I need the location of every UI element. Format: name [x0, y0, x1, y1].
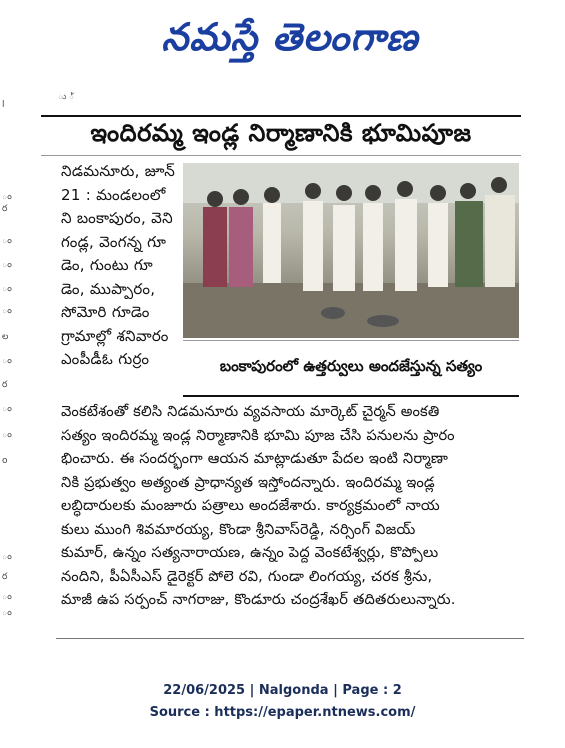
article-line: 21 : మండలంలో [61, 185, 166, 204]
article-line: సత్యం ఇందిరమ్మ ఇండ్ల నిర్మాణానికి భూమి పూజ చేసి పనులను ప్రారం [61, 426, 455, 444]
article-bottom-rule [56, 638, 524, 639]
photo-caption: బంకాపురంలో ఉత్తర్వులు అందజేస్తున్న సత్యం [219, 357, 483, 375]
article-line: ఎంపీడీఓ గుర్రం [61, 350, 150, 368]
article-line: నందిని, పీఏసీఎస్ డైరెక్టర్ పోలె రవి, గుండా లింగయ్య, చరక శ్రీను, [61, 567, 433, 585]
margin-glyph: ం [2, 284, 12, 294]
article-narrow-column [61, 160, 181, 372]
article-line: గ్రామాల్లో శనివారం [61, 326, 169, 345]
margin-glyph: ం [2, 404, 12, 414]
margin-glyph: ం [2, 260, 12, 270]
margin-glyph: ం [2, 192, 12, 202]
masthead-title: నమస్తే తెలంగాణ [161, 14, 419, 59]
article-body [61, 400, 521, 612]
margin-glyph: ం [2, 430, 12, 440]
page-footer [0, 680, 565, 724]
article-line: కుమార్, ఉన్నం సత్యనారాయణ, ఉన్నం పెద్ద వెంకటేశ్వర్లు, కొప్పోలు [61, 544, 439, 561]
margin-glyph: ం [2, 592, 12, 602]
margin-glyph: ం [2, 552, 12, 562]
footer-date-edition: 22/06/2025 | Nalgonda | Page : 2 [163, 683, 402, 698]
newspaper-masthead [70, 6, 510, 68]
margin-glyph: ం [2, 306, 12, 316]
margin-glyph: ల [2, 332, 9, 342]
article-line: డెం, ముప్పారం, [61, 279, 156, 298]
margin-glyph: l [2, 100, 5, 110]
margin-glyph: ం [2, 236, 12, 246]
photo-caption-bar [183, 340, 519, 397]
article-line: సోమోరి గూడెం [61, 303, 150, 321]
article-line: నిడమనూరు, జూన్ [61, 162, 176, 180]
headline-box [41, 115, 521, 156]
article-line: లబ్ధిదారులకు మంజూరు పత్రాలు అందజేశారు. కార్యక్రమంలో నాయ [61, 497, 440, 514]
photo-illustration [183, 163, 519, 338]
margin-glyph: ం [2, 608, 12, 618]
margin-glyph: ర [2, 380, 8, 390]
article-line: గండ్ల, వెంగన్న గూ [61, 232, 167, 251]
article-line: మాజీ ఉప సర్పంచ్ నాగరాజు, కొండూరు చంద్రశేఖర్ తదితరులున్నారు. [61, 591, 456, 608]
footer-source-link[interactable]: Source : https://epaper.ntnews.com/ [149, 705, 416, 720]
news-photo [183, 163, 519, 338]
article-line: వెంకటేశంతో కలిసి నిడమనూరు వ్యవసాయ మార్కెట్ చైర్మన్ అంకతి [61, 403, 440, 420]
margin-glyph: ర [2, 204, 8, 214]
top-strip: ు ్ [58, 92, 75, 102]
article-headline: ఇందిరమ్మ ఇండ్ల నిర్మాణానికి భూమిపూజ [90, 119, 472, 147]
margin-glyph: ర [2, 572, 8, 582]
left-margin-fragments [0, 100, 18, 620]
article-line: భించారు. ఈ సందర్భంగా ఆయన మాట్లాడుతూ పేదల ఇంటి నిర్మాణా [61, 450, 449, 467]
margin-glyph: o [2, 456, 8, 466]
margin-glyph: ం [2, 356, 12, 366]
article-line: డెం, గుంటు గూ [61, 256, 153, 274]
article-line: నికి ప్రభుత్వం అత్యంత ప్రాధాన్యత ఇస్తోందన్నారు. ఇందిరమ్మ ఇండ్ల [61, 473, 435, 491]
article-line: ని బంకాపురం, వెని [61, 209, 173, 227]
article-line: కులు ముంగి శివమారయ్య, కొండా శ్రీనివాస్‌రెడ్డి, నర్సింగ్ విజయ్ [61, 520, 416, 538]
